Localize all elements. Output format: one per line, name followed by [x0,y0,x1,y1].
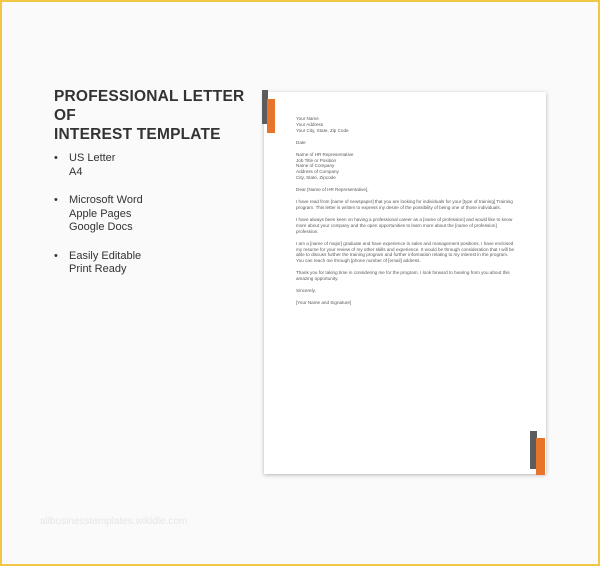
recipient-line: Name of HR Representative [296,151,354,157]
feature-text: Microsoft Word [69,194,143,206]
feature-item-editing [54,250,143,277]
recipient-line: City, State, Zipcode [296,175,336,181]
feature-text: Print Ready [69,263,127,275]
letter-paragraph: Thank you for taking time in considering me for the program. I look forward to hearing from you about this amazing opportunity. [296,270,510,282]
corner-accent-bar [267,99,275,133]
letter-paragraph: I have always been keen on having a professional career as a [name of profession] and would like to know more about your company and the open opportunities to learn more about the [name of profession] profession. [296,216,513,234]
bullet-icon: • [54,152,58,164]
letter-paragraph: I am a [name of major] graduate and have experience in sales and management positions. I have enclosed my resume for your review of my other skills and experience. It would be through consideration that I will be able to discuss further the training program and further information relating to my interest in the program. You can reach me through [phone number of [email] address. [296,240,515,264]
closing: Sincerely, [296,288,316,294]
recipient-block [296,152,516,182]
feature-list [54,152,143,292]
sender-line: Your Address [296,121,324,127]
salutation: Dear [Name of HR Representative], [296,187,369,193]
template-title [54,87,254,144]
letter-date: Date [296,139,306,145]
bullet-icon: • [54,194,58,206]
feature-text: Google Docs [69,221,133,233]
feature-item-formats [54,152,143,179]
recipient-line: Job Title or Position [296,157,337,163]
signature-line: [Your Name and Signature] [296,299,352,305]
feature-text: US Letter [69,152,116,164]
title-line: INTEREST TEMPLATE [54,126,221,143]
sender-line: Your Name [296,116,319,121]
corner-accent-bar [536,438,545,475]
letter-paragraph: I have read from [name of newspaper] that you are looking for individuals for your [type of training] Training program. This letter is written to express my desire of the possibility of being one of those individuals. [296,199,513,210]
watermark: allbusinesstemplates.wikidle.com [40,516,188,527]
recipient-line: Name of Company [296,163,335,169]
bullet-icon: • [54,249,58,262]
recipient-line: Address of Company [296,169,339,175]
feature-text: Easily Editable [69,249,142,262]
feature-item-apps [54,194,143,235]
feature-text: Apple Pages [69,207,132,220]
letter-body [296,116,516,312]
feature-text: A4 [69,165,83,178]
title-line: PROFESSIONAL LETTER OF [54,88,245,124]
sender-line: Your City, State, Zip Code [296,127,349,133]
sender-block [296,116,516,134]
